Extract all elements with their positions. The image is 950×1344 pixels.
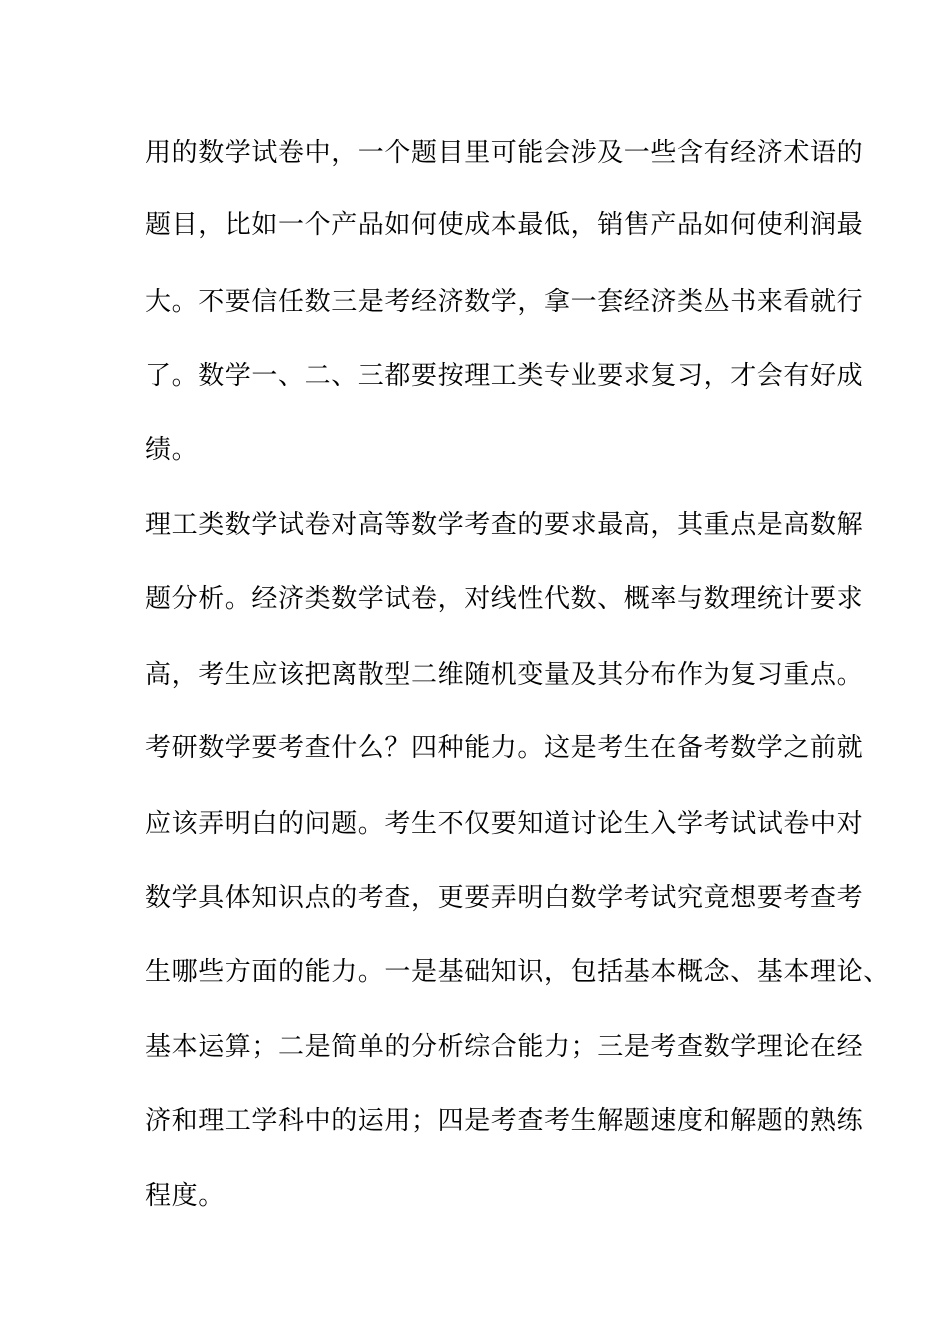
paragraph-line: 题目，比如一个产品如何使成本最低，销售产品如何使利润最 — [145, 210, 864, 240]
paragraph-line: 用的数学试卷中，一个题目里可能会涉及一些含有经济术语的 — [145, 138, 864, 168]
paragraph-line: 绩。 — [145, 435, 199, 465]
paragraph-line: 考研数学要考查什么？四种能力。这是考生在备考数学之前就 — [145, 733, 864, 763]
paragraph-line: 高，考生应该把离散型二维随机变量及其分布作为复习重点。 — [145, 660, 864, 690]
paragraph-line: 济和理工学科中的运用；四是考查考生解题速度和解题的熟练 — [145, 1106, 864, 1136]
paragraph-line: 应该弄明白的问题。考生不仅要知道讨论生入学考试试卷中对 — [145, 809, 864, 839]
paragraph-line: 题分析。经济类数学试卷，对线性代数、概率与数理统计要求 — [145, 584, 864, 614]
paragraph-line: 生哪些方面的能力。一是基础知识，包括基本概念、基本理论、 — [145, 957, 890, 987]
paragraph-line: 理工类数学试卷对高等数学考查的要求最高，其重点是高数解 — [145, 510, 864, 540]
paragraph-line: 了。数学一、二、三都要按理工类专业要求复习，才会有好成 — [145, 361, 864, 391]
paragraph-line: 大。不要信任数三是考经济数学，拿一套经济类丛书来看就行 — [145, 287, 864, 317]
paragraph-line: 基本运算；二是简单的分析综合能力；三是考查数学理论在经 — [145, 1032, 864, 1062]
paragraph-line: 数学具体知识点的考查，更要弄明白数学考试究竟想要考查考 — [145, 883, 864, 913]
paragraph-line: 程度。 — [145, 1181, 225, 1211]
